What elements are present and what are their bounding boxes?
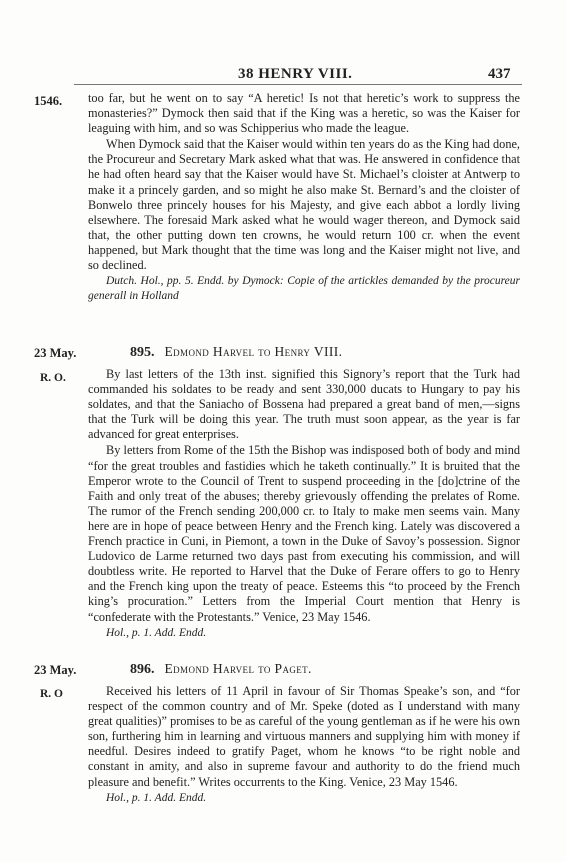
header-rule (74, 84, 522, 85)
entry-895-title: Edmond Harvel to Henry VIII. (164, 344, 343, 359)
entry-895-note: Hol., p. 1. Add. Endd. (106, 626, 207, 639)
entry-896-note: Hol., p. 1. Add. Endd. (106, 791, 207, 804)
entry-895-paragraph-1: By last letters of the 13th inst. signified this Signory’s report that the Turk had commanded his soldates to be ready and sent 330,000 ducats to Hungary to pay his soldates, and that the Saniacho of Bossena had prepared a great band of men,—signs that the Turk will be doing this year. The truth must soon appear, as the year is far advanced for great enterprises. (88, 367, 520, 442)
running-header-title: 38 HENRY VIII. (238, 66, 353, 82)
entry-895-paragraph-2: By letters from Rome of the 15th the Bishop was indisposed both of body and mind “for the great troubles and fastidies which he taketh continually.” It is bruited that the Emperor wrote to the Council of Trent to suspend proceeding in the [do]ctrine of the Faith and only treat of the abuses; thereby grievously offending the prelates of Rome. The rumor of the French sending 200,000 cr. to Italy to make men seems vain. Many here are in hope of peace between Henry and the French king. Lately was discovered a French practice in Cuni, in Piemont, a town in the Duke of Savoy’s possession. Signor Ludovico de Larme returned two days past from executing his commission, and will doubtless write. He reported to Harvel that the Duke of Ferare offers to go to Henry and the French king upon the treaty of peace. Esteems this “to proceed by the French king’s procuration.” Letters from the Imperial Court mention that Henry is “confederate with the Protestants.” Venice, 23 May 1546. (88, 443, 520, 624)
year-margin: 1546. (34, 94, 63, 108)
entry-895-number: 895. (130, 345, 155, 360)
continuation-note: Dutch. Hol., pp. 5. Endd. by Dymock: Copie of the artickles demanded by the procureur generall in Holland (88, 275, 520, 303)
continuation-paragraph-1: too far, but he went on to say “A heretic! Is not that heretic’s work to suppress the monasteries?” Dymock then said that if the King was a heretic, so was the Kaiser for leaguing with him, and so was Schipperius who made the league. (88, 91, 520, 136)
entry-896-source: R. O (40, 688, 63, 700)
entry-895-source: R. O. (40, 372, 66, 384)
page-number: 437 (488, 66, 511, 82)
entry-896-body (88, 684, 520, 807)
entry-896-title: Edmond Harvel to Paget. (164, 661, 312, 676)
entry-896-number: 896. (130, 662, 155, 677)
entry-895-date: 23 May. (34, 346, 77, 360)
continuation-paragraph-2: When Dymock said that the Kaiser would within ten years do as the King had done, the Procureur and Secretary Mark asked what that was. He answered in confidence that he had often heard say that the Kaiser would have St. Michael’s cloister at Antwerp to make it a princely garden, and so might he also make St. Bernard’s and the cloister of Bonwelo three princely houses for his Majesty, and give each abbot a lordly living elsewhere. The foresaid Mark asked what he would wager thereon, and Dymock said that, the other putting down ten crowns, he would return 100 cr. when the event happened, but Mark thought that the time was long and the Kaiser might not live, and so declined. (88, 137, 520, 273)
entry-896-date: 23 May. (34, 663, 77, 677)
entry-896-heading (130, 661, 312, 678)
entry-895-heading (130, 344, 342, 361)
entry-895-body (88, 367, 520, 642)
continuation-block (88, 91, 520, 305)
entry-896-paragraph-1: Received his letters of 11 April in favour of Sir Thomas Speake’s son, and “for respect of the common country and of Mr. Speke (doted as I understand with many great qualities)” promises to be as careful of the young gentleman as if he were his own son, furthering him in learning and virtuous manners and supplying him with money if needful. Desires indeed to gratify Paget, whom he knows “to be right noble and constant in amity, and also in supreme favour and authority to do the friend much pleasure and benefit.” Writes occurrents to the King. Venice, 23 May 1546. (88, 684, 520, 789)
